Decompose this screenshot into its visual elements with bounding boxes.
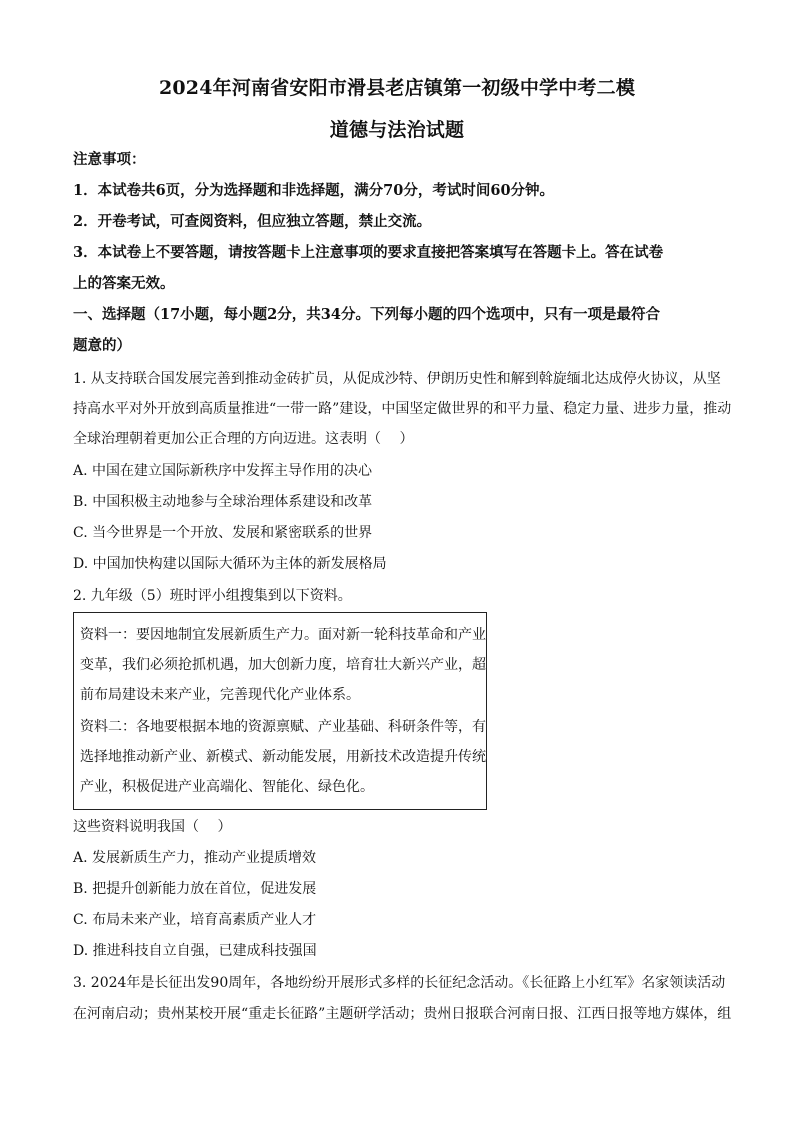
q1-stem-line-2: 持高水平对外开放到高质量推进“一带一路”建设，中国坚定做世界的和平力量、稳定力量、进步力量，推动 xyxy=(73,401,732,417)
q1-option-a: A. 中国在建立国际新秩序中发挥主导作用的决心 xyxy=(73,463,373,479)
q1-stem-line-3: 全球治理朝着更加公正合理的方向迈进。这表明（ ） xyxy=(73,431,414,447)
q1-option-c: C. 当今世界是一个开放、发展和紧密联系的世界 xyxy=(73,525,373,541)
q2-material-box xyxy=(73,612,487,810)
material-line: 选择地推动新产业、新模式、新动能发展，用新技术改造提升传统 xyxy=(80,749,486,765)
q2-option-c: C. 布局未来产业，培育高素质产业人才 xyxy=(73,912,317,928)
q3-stem-line-2: 在河南启动；贵州某校开展“重走长征路”主题研学活动；贵州日报联合河南日报、江西日报等地方媒体，组 xyxy=(73,1006,732,1022)
section-heading-line-1: 一、选择题（17小题，每小题2分，共34分。下列每小题的四个选项中，只有一项是最符合 xyxy=(73,306,660,323)
notice-item-3-line-1: 3．本试卷上不要答题，请按答题卡上注意事项的要求直接把答案填写在答题卡上。答在试卷 xyxy=(73,244,664,261)
notice-item-3-line-2: 上的答案无效。 xyxy=(73,275,175,292)
exam-title: 2024年河南省安阳市滑县老店镇第一初级中学中考二模 xyxy=(158,77,636,99)
material-line: 变革，我们必须抢抓机遇，加大创新力度，培育壮大新兴产业，超 xyxy=(80,657,486,673)
material-line: 产业，积极促进产业高端化、智能化、绿色化。 xyxy=(80,779,374,795)
notice-item-2: 2．开卷考试，可查阅资料，但应独立答题，禁止交流。 xyxy=(73,213,432,230)
material-line: 资料一：要因地制宜发展新质生产力。面对新一轮科技革命和产业 xyxy=(80,627,486,643)
notice-heading: 注意事项： xyxy=(73,151,146,168)
q2-option-b: B. 把提升创新能力放在首位，促进发展 xyxy=(73,881,317,897)
section-heading-line-2: 题意的） xyxy=(73,337,131,354)
q3-stem-line-1: 3. 2024年是长征出发90周年，各地纷纷开展形式多样的长征纪念活动。《长征路上小红军》名家领读活动 xyxy=(73,975,726,991)
q1-option-b: B. 中国积极主动地参与全球治理体系建设和改革 xyxy=(73,494,373,510)
q2-question: 这些资料说明我国（ ） xyxy=(73,819,232,835)
notice-item-1: 1．本试卷共6页，分为选择题和非选择题，满分70分，考试时间60分钟。 xyxy=(73,182,555,199)
material-line: 前布局建设未来产业，完善现代化产业体系。 xyxy=(80,687,360,703)
q2-stem: 2. 九年级（5）班时评小组搜集到以下资料。 xyxy=(73,588,352,604)
q1-option-d: D. 中国加快构建以国际大循环为主体的新发展格局 xyxy=(73,556,387,572)
q2-option-a: A. 发展新质生产力，推动产业提质增效 xyxy=(73,850,317,866)
q1-stem-line-1: 1. 从支持联合国发展完善到推动金砖扩员，从促成沙特、伊朗历史性和解到斡旋缅北达成停火协议，从坚 xyxy=(73,371,721,387)
q2-option-d: D. 推进科技自立自强，已建成科技强国 xyxy=(73,943,317,959)
exam-subtitle: 道德与法治试题 xyxy=(329,119,465,141)
material-line: 资料二：各地要根据本地的资源禀赋、产业基础、科研条件等，有 xyxy=(80,719,486,735)
